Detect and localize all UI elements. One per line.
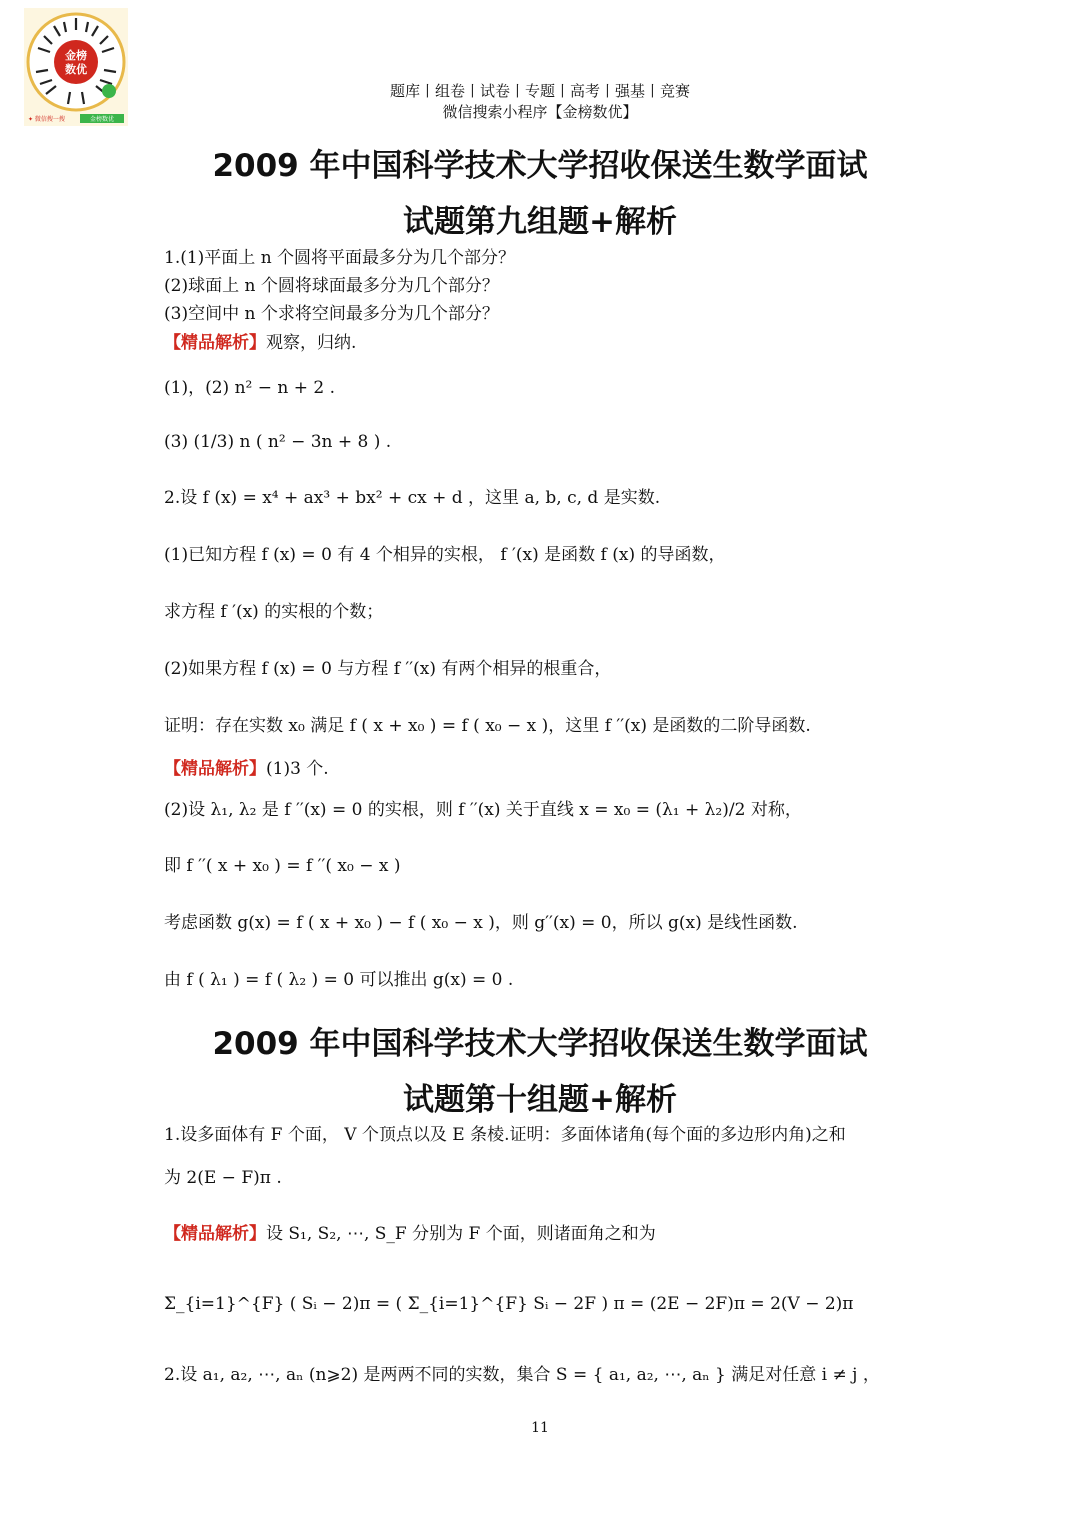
logo-text-top: 金榜 [65,49,87,62]
solution-line: (1)，(2) n² − n + 2 . [164,378,336,398]
solution-line: Σ_{i=1}^{F} ( Sᵢ − 2)π = ( Σ_{i=1}^{F} Sᵢ − 2F ) π = (2E − 2F)π = 2(V − 2)π [164,1294,854,1314]
problem-line: 求方程 f ′(x) 的实根的个数； [164,602,384,622]
problem-line: 2.设 a₁, a₂, ⋯, aₙ (n⩾2) 是两两不同的实数，集合 S = { a₁, a₂, ⋯, aₙ } 满足对任意 i ≠ j ， [164,1365,880,1385]
problem-line: (3)空间中 n 个求将空间最多分为几个部分？ [164,304,499,324]
solution-text: 设 S₁, S₂, ⋯, S_F 分别为 F 个面，则诸面角之和为 [266,1224,656,1244]
solution-text: 观察，归纳. [266,333,357,353]
solution-line: (3) (1/3) n ( n² − 3n + 8 ) . [164,432,392,452]
solution-line: 即 f ′′( x + x₀ ) = f ′′( x₀ − x ) [164,856,401,876]
solution-text: (1)3 个. [266,759,329,779]
svg-text:金榜数优: 金榜数优 [89,116,115,123]
solution-line: (2)设 λ₁, λ₂ 是 f ′′(x) = 0 的实根，则 f ′′(x) 关于直线 x = x₀ = (λ₁ + λ₂)/2 对称， [164,800,802,820]
svg-text:✦ 微信搜一搜: ✦ 微信搜一搜 [28,116,65,123]
problem-line: 1.(1)平面上 n 个圆将平面最多分为几个部分？ [164,248,516,268]
solution-tag: 【精品解析】 [164,333,266,353]
solution-line [164,759,329,779]
header-nav: 题库丨组卷丨试卷丨专题丨高考丨强基丨竞赛 [389,82,690,100]
problem-line: (1)已知方程 f (x) = 0 有 4 个相异的实根， f ′(x) 是函数 f (x) 的导函数， [164,545,726,565]
problem-line: (2)球面上 n 个圆将球面最多分为几个部分？ [164,276,499,296]
section-title: 2009 年中国科学技术大学招收保送生数学面试 [212,148,868,184]
solution-line [164,333,356,353]
solution-tag: 【精品解析】 [164,1224,266,1244]
section-title: 2009 年中国科学技术大学招收保送生数学面试 [212,1026,868,1062]
logo-text-bottom: 数优 [65,63,87,76]
section-subtitle: 试题第十组题+解析 [403,1082,677,1118]
problem-line: (2)如果方程 f (x) = 0 与方程 f ′′(x) 有两个相异的根重合， [164,659,612,679]
section-subtitle: 试题第九组题+解析 [403,204,677,240]
solution-tag: 【精品解析】 [164,759,266,779]
solution-line [164,1224,656,1244]
solution-line: 由 f ( λ₁ ) = f ( λ₂ ) = 0 可以推出 g(x) = 0 . [164,970,514,990]
header-search-hint: 微信搜索小程序【金榜数优】 [442,103,638,121]
solution-line: 考虑函数 g(x) = f ( x + x₀ ) − f ( x₀ − x )，则 g′′(x) = 0，所以 g(x) 是线性函数. [164,913,798,933]
problem-line: 为 2(E − F)π . [164,1168,282,1188]
problem-line: 2.设 f (x) = x⁴ + ax³ + bx² + cx + d ，这里 a, b, c, d 是实数. [164,488,661,508]
problem-line: 证明：存在实数 x₀ 满足 f ( x + x₀ ) = f ( x₀ − x )，这里 f ′′(x) 是函数的二阶导函数. [164,716,811,736]
page-number: 11 [531,1420,549,1436]
problem-line: 1.设多面体有 F 个面， V 个顶点以及 E 条棱.证明：多面体诸角(每个面的多边形内角)之和 [164,1125,846,1145]
